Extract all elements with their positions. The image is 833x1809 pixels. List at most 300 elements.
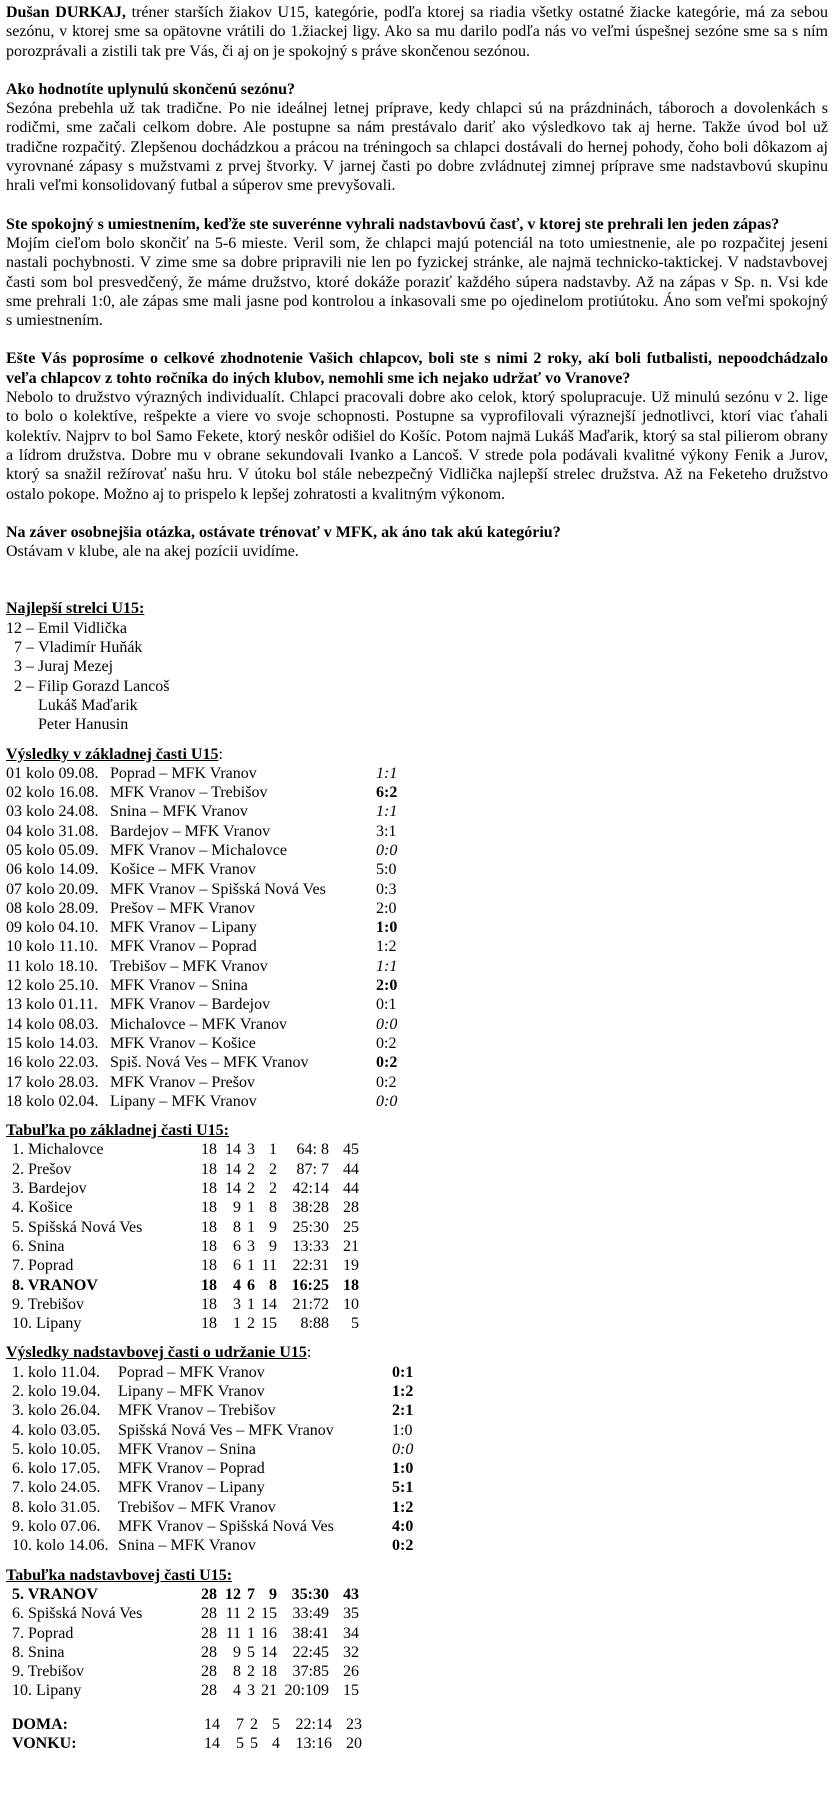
results2-table xyxy=(6,1363,432,1556)
question-2: Ste spokojný s umiestnením, keďže ste suverénne vyhrali nadstavbovú časť, v ktorej ste prehrali len jeden zápas? xyxy=(6,215,780,233)
match-teams: MFK Vranov – Bardejov xyxy=(110,996,271,1014)
match-score: 2:1 xyxy=(392,1402,414,1420)
stat-v: 4 xyxy=(233,1276,241,1294)
stat-z: 28 xyxy=(201,1643,217,1661)
match-score: 2:0 xyxy=(376,899,397,917)
results1-colon: : xyxy=(218,745,223,763)
question-4: Na záver osobnejšia otázka, ostávate trénovať v MFK, ak áno tak akú kategóriu? xyxy=(6,523,561,541)
stat-p: 14 xyxy=(261,1295,277,1313)
result-row xyxy=(6,1421,432,1440)
match-score: 5:1 xyxy=(392,1479,414,1497)
standings-row xyxy=(6,1198,359,1217)
result-row xyxy=(6,880,416,899)
result-row xyxy=(6,1363,432,1382)
totals-table xyxy=(6,1715,362,1754)
stat-v: 3 xyxy=(233,1295,241,1313)
results2-heading: Výsledky nadstavbovej časti o udržanie U15 xyxy=(6,1344,307,1362)
stat-z: 28 xyxy=(201,1605,217,1623)
scorer-name: Emil Vidlička xyxy=(38,619,127,637)
stat-g: 22:31 xyxy=(292,1257,329,1275)
team-name: 6. Snina xyxy=(12,1237,65,1255)
match-teams: MFK Vranov – Košice xyxy=(110,1034,256,1052)
team-name: 4. Košice xyxy=(12,1199,73,1217)
stat-p: 8 xyxy=(269,1276,277,1294)
round-date: 17 kolo 28.03. xyxy=(6,1073,99,1091)
stat-z: 18 xyxy=(201,1276,217,1294)
result-row xyxy=(6,1034,416,1053)
match-score: 1:0 xyxy=(392,1421,413,1439)
stat-r: 1 xyxy=(247,1624,255,1642)
team-name: 8. VRANOV xyxy=(12,1276,98,1294)
stat-r: 5 xyxy=(247,1643,255,1661)
round-date: 07 kolo 20.09. xyxy=(6,880,99,898)
standings-row xyxy=(6,1276,359,1295)
stat-z: 18 xyxy=(201,1295,217,1313)
team-name: 9. Trebišov xyxy=(12,1295,85,1313)
round-date: 15 kolo 14.03. xyxy=(6,1034,99,1052)
coach-name: Dušan DURKAJ, xyxy=(6,4,126,21)
stat-b: 23 xyxy=(346,1715,362,1733)
scorer-row xyxy=(6,638,170,657)
result-row xyxy=(6,1382,432,1401)
standings-row xyxy=(6,1179,359,1198)
team-name: 10. Lipany xyxy=(12,1315,82,1333)
standings1-table xyxy=(6,1140,359,1333)
result-row xyxy=(6,1498,432,1517)
standings2-table xyxy=(6,1585,359,1701)
stat-b: 10 xyxy=(343,1295,359,1313)
stat-p: 2 xyxy=(269,1180,277,1198)
results2-colon: : xyxy=(306,1344,312,1362)
team-name: 7. Poprad xyxy=(12,1257,74,1275)
stat-b: 45 xyxy=(343,1141,359,1159)
answer-4: Ostávam v klube, ale na akej pozícii uvidíme. xyxy=(6,543,299,561)
stat-z: 28 xyxy=(201,1682,217,1700)
article xyxy=(6,3,828,1753)
match-teams: Lipany – MFK Vranov xyxy=(110,1092,257,1110)
standings-row xyxy=(6,1681,359,1700)
scorer-row xyxy=(6,657,170,676)
stat-p: 15 xyxy=(261,1315,277,1333)
result-row xyxy=(6,783,416,802)
match-teams: Prešov – MFK Vranov xyxy=(110,899,255,917)
scorer-name: Peter Hanusin xyxy=(38,716,129,734)
stat-z: 14 xyxy=(204,1735,220,1753)
result-row xyxy=(6,1073,416,1092)
stat-g: 21:72 xyxy=(292,1295,329,1313)
stat-z: 18 xyxy=(201,1218,217,1236)
match-score: 0:1 xyxy=(376,996,397,1014)
match-score: 0:0 xyxy=(376,1015,398,1033)
results1-table xyxy=(6,764,416,1111)
totals-row xyxy=(6,1715,362,1734)
result-row xyxy=(6,1053,416,1072)
stat-v: 14 xyxy=(225,1160,241,1178)
round-date: 11 kolo 18.10. xyxy=(6,957,98,975)
stat-p: 14 xyxy=(261,1643,277,1661)
stat-b: 20 xyxy=(346,1735,362,1753)
result-row xyxy=(6,1536,432,1555)
match-teams: MFK Vranov – Spišská Nová Ves xyxy=(110,880,326,898)
stat-b: 5 xyxy=(351,1315,359,1333)
stat-p: 4 xyxy=(272,1735,280,1753)
match-score: 1:1 xyxy=(376,803,398,821)
round-date: 16 kolo 22.03. xyxy=(6,1054,99,1072)
scorer-goals: 3 – xyxy=(14,658,34,676)
scorer-goals: 7 – xyxy=(14,639,34,657)
stat-v: 1 xyxy=(233,1315,241,1333)
match-score: 0:3 xyxy=(376,880,397,898)
team-name: 6. Spišská Nová Ves xyxy=(12,1605,143,1623)
match-teams: MFK Vranov – Snina xyxy=(118,1440,256,1458)
round-date: 10. kolo 14.06. xyxy=(12,1537,109,1555)
scorer-row xyxy=(6,715,170,734)
stat-v: 5 xyxy=(236,1735,244,1753)
scorer-goals: 2 – xyxy=(14,677,34,695)
result-row xyxy=(6,976,416,995)
match-teams: Košice – MFK Vranov xyxy=(110,861,256,879)
stat-g: 16:25 xyxy=(291,1276,329,1294)
team-name: 5. VRANOV xyxy=(12,1585,98,1603)
round-date: 18 kolo 02.04. xyxy=(6,1092,99,1110)
stat-v: 6 xyxy=(233,1237,241,1255)
round-date: 14 kolo 08.03. xyxy=(6,1015,99,1033)
round-date: 08 kolo 28.09. xyxy=(6,899,99,917)
stat-v: 9 xyxy=(233,1199,241,1217)
result-row xyxy=(6,1459,432,1478)
intro-text: tréner starších žiakov U15, kategórie, podľa ktorej sa riadia všetky ostatné žiacke kategórie, má za sebou sezónu, v ktorej sme sa opätovne vrátili do 1.žiackej ligy. Ako sa mu darilo podľa nás vo veľmi úspešnej sezóne sme sa s ním porozprávali a zistili tak pre Vás, či aj on je spokojný s práve skončenou sezónou. xyxy=(6,4,829,60)
round-date: 5. kolo 10.05. xyxy=(12,1440,101,1458)
results2-heading-wrap xyxy=(6,1343,828,1362)
match-score: 1:2 xyxy=(392,1383,414,1400)
table1-heading: Tabuľka po základnej časti U15: xyxy=(6,1122,229,1140)
match-score: 4:0 xyxy=(392,1518,414,1536)
result-row xyxy=(6,841,416,860)
scorer-name: Filip Gorazd Lancoš xyxy=(38,677,170,695)
round-date: 13 kolo 01.11. xyxy=(6,996,98,1014)
answer-1: Sezóna prebehla už tak tradične. Po nie ideálnej letnej príprave, kedy chlapci sú na prázdninách, táboroch a dovolenkách s rodičmi, sme začali celkom dobre. Ale postupne sa nám prestávalo dariť ako výsledkovo tak aj herne. Takže úvod bol už tradične rozpačitý. Zlepšenou dochádzkou a prácou na tréningoch sa chlapci dostávali do hernej pohody, čoho boli dôkazom aj vyrovnané zápasy s mužstvami z prvej štvorky. V jarnej časti po dobre zvládnutej zimnej príprave sme nadstavbovú skupinu hrali veľmi konsolidovaný futbal a súperov sme prevyšovali. xyxy=(6,100,828,195)
match-teams: Poprad – MFK Vranov xyxy=(110,764,257,782)
stat-b: 34 xyxy=(343,1624,359,1642)
match-score: 1:0 xyxy=(392,1460,414,1478)
match-score: 0:2 xyxy=(376,1034,397,1052)
scorer-goals xyxy=(6,715,38,734)
match-score: 0:2 xyxy=(392,1537,414,1555)
stat-r: 2 xyxy=(247,1663,255,1681)
stat-z: 18 xyxy=(201,1315,217,1333)
totals-label: VONKU: xyxy=(12,1735,77,1753)
round-date: 9. kolo 07.06. xyxy=(12,1518,101,1536)
scorer-name: Lukáš Maďarik xyxy=(38,696,138,714)
stat-r: 5 xyxy=(250,1735,258,1753)
result-row xyxy=(6,764,416,783)
result-row xyxy=(6,802,416,821)
stat-g: 13:33 xyxy=(292,1237,329,1255)
stat-v: 14 xyxy=(225,1141,241,1159)
stat-v: 7 xyxy=(236,1715,244,1733)
team-name: 1. Michalovce xyxy=(12,1141,104,1159)
stat-b: 28 xyxy=(343,1199,359,1217)
match-teams: MFK Vranov – Snina xyxy=(110,977,248,995)
stat-b: 35 xyxy=(343,1605,359,1623)
stat-p: 8 xyxy=(269,1199,277,1217)
question-3: Ešte Vás poprosíme o celkové zhodnotenie Vašich chlapcov, boli ste s nimi 2 roky, akí boli futbalisti, nepoodchádzalo veľa chlapcov z tohto ročníka do iných klubov, nemohli sme ich nejako udržať vo Vranove? xyxy=(6,350,828,387)
stat-z: 18 xyxy=(201,1180,217,1198)
stat-g: 25:30 xyxy=(292,1218,329,1236)
match-teams: Poprad – MFK Vranov xyxy=(118,1363,265,1381)
standings-row xyxy=(6,1237,359,1256)
stat-r: 7 xyxy=(247,1585,255,1603)
stat-r: 2 xyxy=(250,1715,258,1733)
match-score: 5:0 xyxy=(376,861,397,879)
result-row xyxy=(6,1478,432,1497)
round-date: 12 kolo 25.10. xyxy=(6,977,99,995)
match-teams: MFK Vranov – Spišská Nová Ves xyxy=(118,1518,334,1536)
scorer-row xyxy=(6,677,170,696)
stat-p: 5 xyxy=(272,1715,280,1733)
match-score: 0:0 xyxy=(392,1440,414,1458)
result-row xyxy=(6,1092,416,1111)
stat-b: 25 xyxy=(343,1218,359,1236)
stat-z: 18 xyxy=(201,1257,217,1275)
stat-r: 2 xyxy=(247,1160,255,1178)
match-teams: Michalovce – MFK Vranov xyxy=(110,1015,287,1033)
stat-g: 22:45 xyxy=(292,1643,329,1661)
match-teams: Trebišov – MFK Vranov xyxy=(110,957,268,975)
stat-z: 28 xyxy=(201,1663,217,1681)
standings-row xyxy=(6,1218,359,1237)
team-name: 5. Spišská Nová Ves xyxy=(12,1218,143,1236)
stat-p: 2 xyxy=(269,1160,277,1178)
stat-r: 2 xyxy=(247,1180,255,1198)
stat-v: 8 xyxy=(233,1663,241,1681)
round-date: 01 kolo 09.08. xyxy=(6,764,99,782)
stat-g: 35:30 xyxy=(291,1585,329,1603)
stat-g: 22:14 xyxy=(295,1715,332,1733)
answer-3: Nebolo to družstvo výrazných individualít. Chlapci pracovali dobre ako celok, ktorý spolupracuje. Už minulú sezónu v 2. lige to bolo o kolektíve, rešpekte a viere vo svoje schopnosti. Postupne sa vyprofilovali výraznejší jednotlivci, ktorí viac ťahali kolektív. Najprv to bol Samo Fekete, ktorý neskôr odišiel do Košíc. Potom najmä Lukáš Maďarik, ktorý sa stal pilierom obrany a lídrom družstva. Dobre mu v obrane sekundovali Ivanko a Lancoš. V strede pola podávali kvalitné výkony Fenik a Jurov, ktorý sa snažil režírovať našu hru. V útoku bol stále nebezpečný Vidlička najlepší strelec družstva. Až na Feketeho družstvo ostalo pokope. Možno aj to prispelo k lepšej zohratosti a kvalitným výkonom. xyxy=(6,389,828,503)
round-date: 06 kolo 14.09. xyxy=(6,861,99,879)
stat-r: 1 xyxy=(247,1218,255,1236)
match-score: 0:2 xyxy=(376,1054,398,1072)
stat-r: 1 xyxy=(247,1295,255,1313)
stat-v: 11 xyxy=(225,1624,241,1642)
stat-g: 38:41 xyxy=(292,1624,329,1642)
match-score: 0:0 xyxy=(376,1092,398,1110)
stat-r: 1 xyxy=(247,1257,255,1275)
intro-paragraph xyxy=(6,3,828,61)
scorer-name: Juraj Mezej xyxy=(38,658,114,676)
stat-b: 15 xyxy=(343,1682,359,1700)
round-date: 09 kolo 04.10. xyxy=(6,919,99,937)
result-row xyxy=(6,822,416,841)
match-teams: MFK Vranov – Trebišov xyxy=(118,1402,276,1420)
standings-row xyxy=(6,1256,359,1275)
stat-z: 18 xyxy=(201,1199,217,1217)
stat-z: 28 xyxy=(201,1585,217,1603)
table2-heading: Tabuľka nadstavbovej časti U15: xyxy=(6,1566,233,1584)
stat-b: 44 xyxy=(343,1180,359,1198)
team-name: 7. Poprad xyxy=(12,1624,74,1642)
round-date: 7. kolo 24.05. xyxy=(12,1479,101,1497)
stat-z: 28 xyxy=(201,1624,217,1642)
match-teams: Trebišov – MFK Vranov xyxy=(118,1498,276,1516)
round-date: 8. kolo 31.05. xyxy=(12,1498,101,1516)
scorer-goals xyxy=(6,696,38,715)
stat-p: 9 xyxy=(269,1237,277,1255)
match-score: 2:0 xyxy=(376,977,398,995)
stat-g: 37:85 xyxy=(292,1663,329,1681)
round-date: 10 kolo 11.10. xyxy=(6,938,98,956)
stat-r: 1 xyxy=(247,1199,255,1217)
stat-v: 11 xyxy=(225,1605,241,1623)
match-score: 0:2 xyxy=(376,1073,397,1091)
match-score: 3:1 xyxy=(376,822,397,840)
standings-row xyxy=(6,1314,359,1333)
standings-row xyxy=(6,1160,359,1179)
team-name: 10. Lipany xyxy=(12,1682,82,1700)
stat-b: 43 xyxy=(343,1585,359,1603)
stat-p: 21 xyxy=(261,1682,277,1700)
result-row xyxy=(6,995,416,1014)
stat-v: 12 xyxy=(225,1585,241,1603)
scorers-heading: Najlepší strelci U15: xyxy=(6,600,145,618)
round-date: 05 kolo 05.09. xyxy=(6,841,99,859)
stat-b: 44 xyxy=(343,1160,359,1178)
standings-row xyxy=(6,1604,359,1623)
team-name: 3. Bardejov xyxy=(12,1180,87,1198)
match-teams: MFK Vranov – Michalovce xyxy=(110,841,287,859)
totals-label: DOMA: xyxy=(12,1715,68,1733)
stat-g: 8:88 xyxy=(300,1315,329,1333)
answer-2: Mojím cieľom bolo skončiť na 5-6 mieste. Veril som, že chlapci majú potenciál na toto umiestnenie, ale po rozpačitej jeseni nastali pochybnosti. V zime sme sa dobre pripravili nie len po fyzickej stránke, ale najmä technicko-taktickej. V nadstavbovej časti som bol presvedčený, že máme družstvo, ktoré dokáže poraziť každého súpera nadstavby. Až na zápas v Sp. n. Vsi kde sme prehrali 1:0, ale zápas sme mali jasne pod kontrolou a inkasovali sme po ojedinelom protiútoku. Áno som veľmi spokojný s umiestnením. xyxy=(6,234,828,330)
stat-z: 18 xyxy=(201,1160,217,1178)
stat-z: 14 xyxy=(204,1715,220,1733)
round-date: 3. kolo 26.04. xyxy=(12,1402,101,1420)
scorer-name: Vladimír Huňák xyxy=(38,639,143,657)
stat-b: 32 xyxy=(343,1643,359,1661)
scorer-row xyxy=(6,619,170,638)
match-teams: MFK Vranov – Lipany xyxy=(118,1479,265,1497)
team-name: 2. Prešov xyxy=(12,1160,72,1178)
results1-heading-wrap xyxy=(6,745,828,764)
stat-p: 18 xyxy=(261,1663,277,1681)
match-teams: MFK Vranov – Poprad xyxy=(118,1460,265,1478)
match-teams: MFK Vranov – Trebišov xyxy=(110,784,268,802)
standings-row xyxy=(6,1662,359,1681)
stat-g: 13:16 xyxy=(295,1735,332,1753)
stat-z: 18 xyxy=(201,1237,217,1255)
round-date: 04 kolo 31.08. xyxy=(6,822,99,840)
stat-v: 8 xyxy=(233,1218,241,1236)
standings-row xyxy=(6,1295,359,1314)
round-date: 1. kolo 11.04. xyxy=(12,1363,100,1381)
match-teams: Bardejov – MFK Vranov xyxy=(110,822,271,840)
stat-g: 42:14 xyxy=(292,1180,329,1198)
stat-g: 38:28 xyxy=(292,1199,329,1217)
standings-row xyxy=(6,1140,359,1159)
standings-row xyxy=(6,1585,359,1604)
result-row xyxy=(6,1440,432,1459)
round-date: 02 kolo 16.08. xyxy=(6,784,99,802)
standings-row xyxy=(6,1643,359,1662)
question-1: Ako hodnotíte uplynulú skončenú sezónu? xyxy=(6,80,295,98)
stat-v: 14 xyxy=(225,1180,241,1198)
result-row xyxy=(6,1015,416,1034)
match-score: 0:0 xyxy=(376,841,398,859)
match-teams: Spiš. Nová Ves – MFK Vranov xyxy=(110,1054,309,1072)
stat-p: 9 xyxy=(269,1218,277,1236)
stat-b: 26 xyxy=(343,1663,359,1681)
stat-g: 20:109 xyxy=(284,1682,329,1700)
stat-p: 1 xyxy=(269,1141,277,1159)
scorer-goals: 12 – xyxy=(6,619,34,637)
stat-r: 3 xyxy=(247,1682,255,1700)
stat-v: 4 xyxy=(233,1682,241,1700)
result-row xyxy=(6,1401,432,1420)
stat-b: 18 xyxy=(343,1276,359,1294)
result-row xyxy=(6,899,416,918)
result-row xyxy=(6,860,416,879)
match-score: 1:1 xyxy=(376,957,398,975)
stat-p: 16 xyxy=(261,1624,277,1642)
totals-row xyxy=(6,1734,362,1753)
match-score: 6:2 xyxy=(376,784,398,802)
stat-b: 21 xyxy=(343,1237,359,1255)
match-teams: Spišská Nová Ves – MFK Vranov xyxy=(118,1421,334,1439)
stat-g: 64: 8 xyxy=(296,1141,329,1159)
stat-r: 2 xyxy=(247,1315,255,1333)
stat-g: 87: 7 xyxy=(296,1160,329,1178)
match-teams: MFK Vranov – Lipany xyxy=(110,919,257,937)
match-teams: Snina – MFK Vranov xyxy=(110,803,248,821)
stat-z: 18 xyxy=(201,1141,217,1159)
scorers-list xyxy=(6,619,170,735)
stat-r: 2 xyxy=(247,1605,255,1623)
match-teams: Snina – MFK Vranov xyxy=(118,1537,256,1555)
team-name: 8. Snina xyxy=(12,1643,65,1661)
stat-r: 3 xyxy=(247,1237,255,1255)
match-score: 1:0 xyxy=(376,919,398,937)
result-row xyxy=(6,918,416,937)
stat-b: 19 xyxy=(343,1257,359,1275)
match-score: 0:1 xyxy=(392,1363,414,1381)
team-name: 9. Trebišov xyxy=(12,1663,85,1681)
match-score: 1:2 xyxy=(392,1498,414,1516)
match-score: 1:2 xyxy=(376,938,397,956)
match-teams: MFK Vranov – Poprad xyxy=(110,938,257,956)
scorer-row xyxy=(6,696,170,715)
standings-row xyxy=(6,1624,359,1643)
result-row xyxy=(6,1517,432,1536)
match-teams: Lipany – MFK Vranov xyxy=(118,1383,265,1400)
round-date: 4. kolo 03.05. xyxy=(12,1421,101,1439)
stat-p: 15 xyxy=(261,1605,277,1623)
result-row xyxy=(6,937,416,956)
match-score: 1:1 xyxy=(376,764,398,782)
stat-g: 33:49 xyxy=(292,1605,329,1623)
stat-p: 11 xyxy=(261,1257,277,1275)
results1-heading: Výsledky v základnej časti U15 xyxy=(6,745,219,763)
stat-r: 3 xyxy=(247,1141,255,1159)
stat-r: 6 xyxy=(247,1276,255,1294)
stat-p: 9 xyxy=(269,1585,277,1603)
round-date: 6. kolo 17.05. xyxy=(12,1460,101,1478)
result-row xyxy=(6,957,416,976)
round-date: 03 kolo 24.08. xyxy=(6,803,99,821)
match-teams: MFK Vranov – Prešov xyxy=(110,1073,255,1091)
stat-v: 9 xyxy=(233,1643,241,1661)
round-date: 2. kolo 19.04. xyxy=(12,1383,101,1400)
